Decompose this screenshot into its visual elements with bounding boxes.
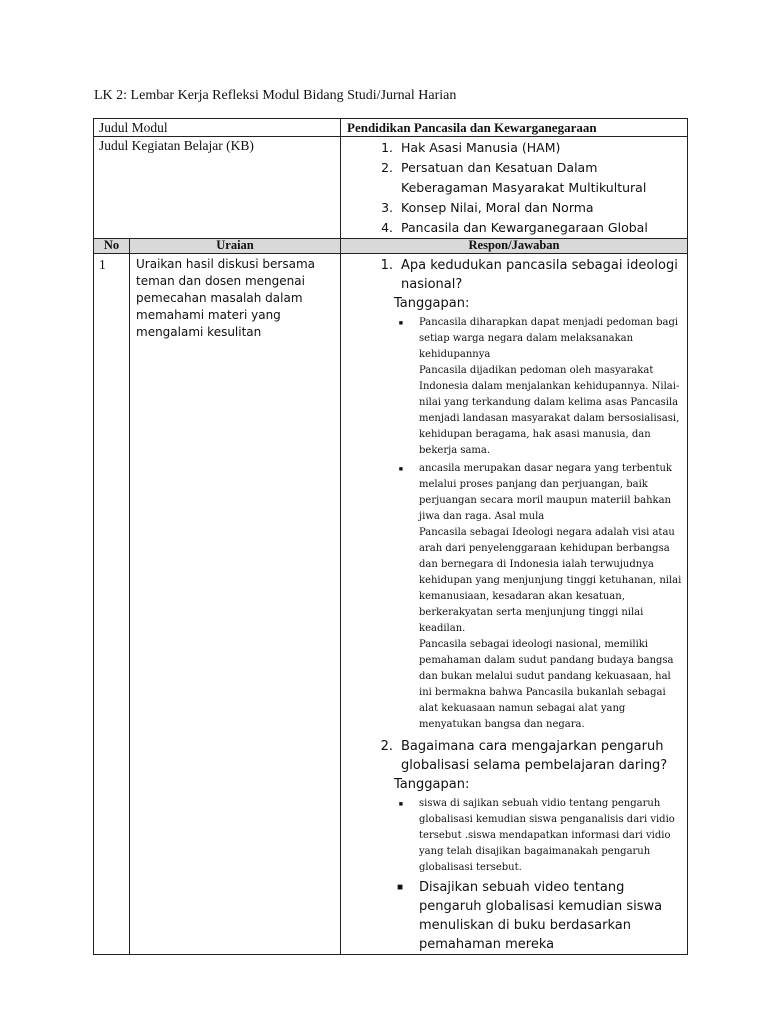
- kb-label-cell: [94, 137, 341, 239]
- kb-list-cell: [341, 137, 688, 239]
- kb-item: [341, 138, 687, 158]
- respon-cell: [341, 254, 688, 955]
- document-title: LK 2: Lembar Kerja Refleksi Modul Bidang Studi/Jurnal Harian: [94, 88, 457, 103]
- answer-paragraph: ancasila merupakan dasar negara yang terbentuk melalui proses panjang dan perjuangan, baik perjuangan secara moril maupun materiil bahkan jiwa dan raga. Asal mula: [419, 463, 672, 522]
- answer-bullet: [341, 878, 683, 954]
- answer-paragraph: Pancasila dijadikan pedoman oleh masyarakat Indonesia dalam menjalankan kehidupannya. Nilai-nilai yang terkandung dalam kelima asas Pancasila menjadi landasan masyarakat dalam bersosialisasi, kehidupan beragama, hak asasi manusia, dan bekerja sama.: [419, 365, 680, 456]
- header-respon-cell: [341, 239, 688, 254]
- header-uraian: Uraian: [216, 238, 254, 252]
- kb-item-number: 3.: [381, 200, 394, 215]
- kb-item-number: 1.: [381, 140, 394, 155]
- tanggapan-label: Tanggapan:: [394, 777, 470, 792]
- answer-bullet: [341, 461, 683, 733]
- answer-bullet: [341, 315, 683, 459]
- kb-item-text: Hak Asasi Manusia (HAM): [401, 140, 561, 155]
- uraian-cell: [130, 254, 341, 955]
- square-bullet-icon: ■: [398, 800, 404, 808]
- answer-text: [419, 461, 683, 733]
- answer-text: Disajikan sebuah video tentang pengaruh globalisasi kemudian siswa menuliskan di buku berdasarkan pemahaman mereka: [419, 880, 663, 952]
- answer-text: siswa di sajikan sebuah vidio tentang pengaruh globalisasi kemudian siswa penganalisis dari vidio tersebut .siswa mendapatkan informasi dari vidio yang telah disajikan bagaimanakah pengaruh globalisasi tersebut.: [419, 798, 675, 873]
- question-text: Bagaimana cara mengajarkan pengaruh globalisasi selama pembelajaran daring?: [401, 739, 668, 773]
- kb-item-number: 2.: [381, 160, 394, 175]
- header-uraian-cell: [130, 239, 341, 254]
- row-number-cell: [94, 254, 130, 955]
- table-row: [94, 254, 688, 955]
- question-2: [341, 737, 683, 775]
- row-number: 1: [99, 257, 106, 272]
- uraian-text: Uraikan hasil diskusi bersama teman dan dosen mengenai pemecahan masalah dalam memahami materi yang mengalami kesulitan: [136, 257, 315, 339]
- square-bullet-icon: ■: [398, 465, 404, 473]
- square-bullet-icon: ■: [398, 319, 404, 327]
- question-number: 2.: [380, 739, 394, 754]
- column-header-row: [94, 239, 688, 254]
- answer-bullet: [341, 796, 683, 876]
- kb-item: [341, 218, 687, 238]
- question-number: 1.: [380, 258, 394, 273]
- answer-text: [419, 315, 683, 459]
- response-block: [341, 256, 687, 954]
- kb-item: [341, 158, 687, 198]
- square-bullet-icon: ■: [396, 882, 404, 893]
- modul-row: [94, 119, 688, 137]
- answer-paragraph: Pancasila sebagai Ideologi negara adalah visi atau arah dari penyelenggaraan kehidupan berbangsa dan bernegara di Indonesia ialah terwujudnya kehidupan yang menjunjung tinggi ketuhanan, nilai kemanusiaan, kesadaran akan kesatuan, berkerakyatan serta menjunjung tinggi nilai keadilan.: [419, 527, 682, 634]
- worksheet-table: [93, 118, 688, 955]
- kb-item-text: Persatuan dan Kesatuan Dalam Keberagaman Masyarakat Multikultural: [401, 160, 647, 195]
- question-text: Apa kedudukan pancasila sebagai ideologi nasional?: [401, 258, 678, 292]
- modul-value: Pendidikan Pancasila dan Kewarganegaraan: [347, 120, 597, 135]
- kb-item: [341, 198, 687, 218]
- question-1: [341, 256, 683, 294]
- modul-value-cell: [341, 119, 688, 137]
- answer-paragraph: Pancasila sebagai ideologi nasional, memiliki pemahaman dalam sudut pandang budaya bangsa dan bukan melalui sudut pandang kekuasaan, hal ini bermakna bahwa Pancasila bukanlah sebagai alat kekuasaan namun sebagai alat yang menyatukan bangsa dan negara.: [419, 639, 674, 730]
- kb-item-text: Konsep Nilai, Moral dan Norma: [401, 200, 594, 215]
- kb-label: Judul Kegiatan Belajar (KB): [99, 138, 254, 153]
- header-no-cell: [94, 239, 130, 254]
- kb-item-number: 4.: [381, 220, 394, 235]
- header-respon: Respon/Jawaban: [468, 238, 560, 252]
- modul-label: Judul Modul: [99, 120, 168, 135]
- kb-list: [341, 137, 687, 238]
- kb-item-text: Pancasila dan Kewarganegaraan Global: [401, 220, 648, 235]
- header-no: No: [103, 238, 120, 252]
- tanggapan-label: Tanggapan:: [394, 296, 470, 311]
- modul-label-cell: [94, 119, 341, 137]
- kb-row: [94, 137, 688, 239]
- answer-paragraph: Pancasila diharapkan dapat menjadi pedoman bagi setiap warga negara dalam melaksanakan kehidupannya: [419, 317, 679, 360]
